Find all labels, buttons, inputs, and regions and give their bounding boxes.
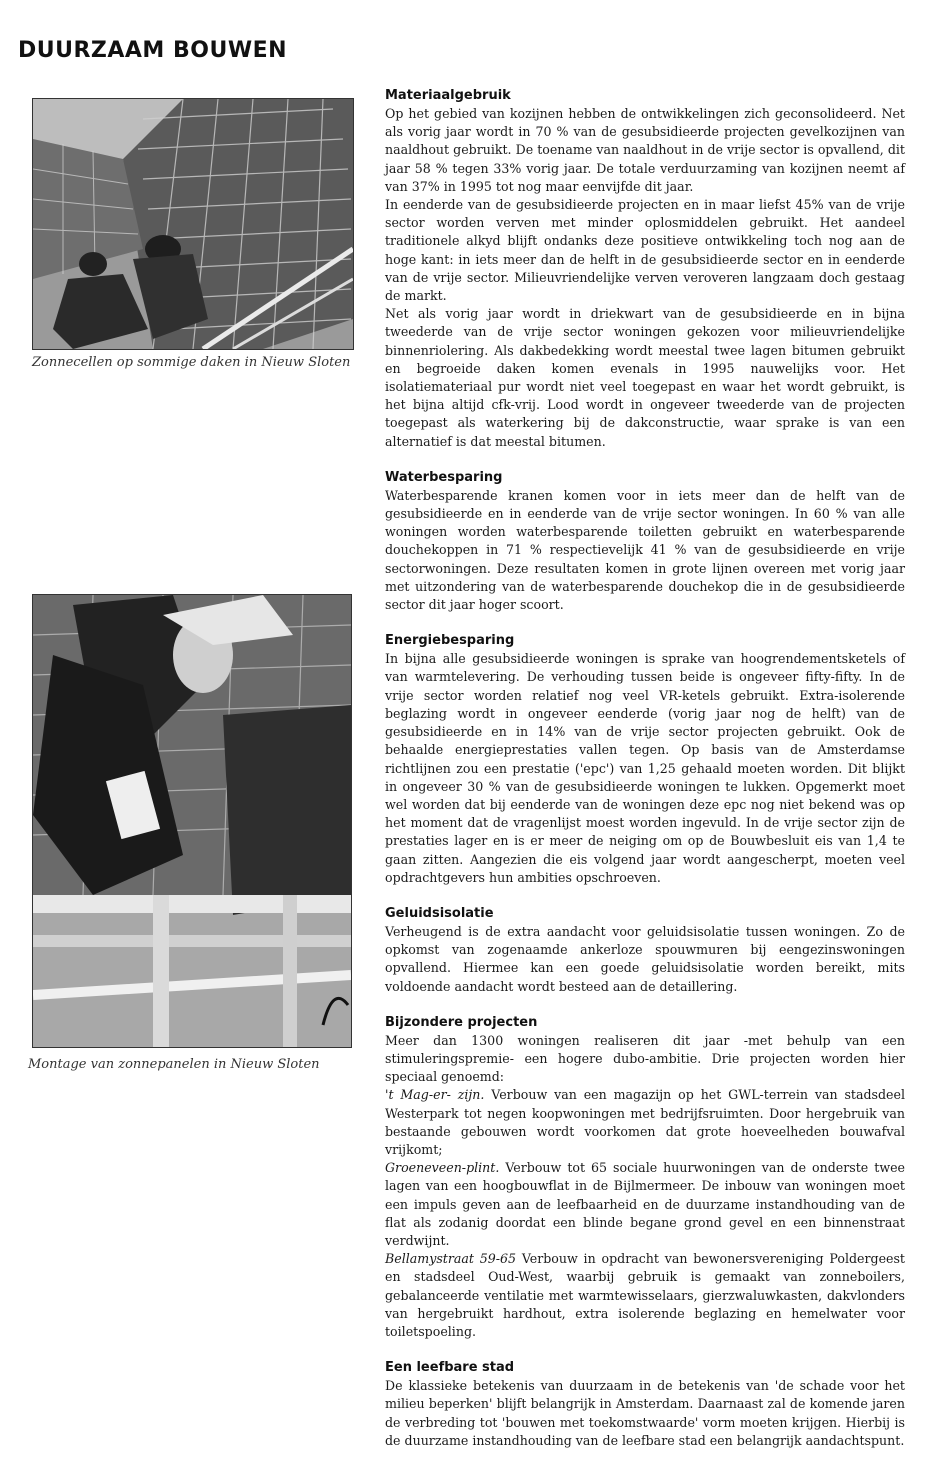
paragraph: Op het gebied van kozijnen hebben de ontwikkelingen zich geconsolideerd. Net als vorig jaar wordt in 70 % van de gesubsidieerde projecten gevelkozijnen van naaldhout gebruikt. De toename van naaldhout in de vrije sector is opvallend, dit jaar 58 % tegen 33% vorig jaar. De totale verduurzaming van kozijnen neemt af van 37% in 1995 tot nog maar eenvijfde dit jaar. [385, 106, 905, 194]
section-geluidsisolatie [385, 904, 905, 996]
section-heading: Waterbesparing [385, 469, 503, 485]
solar-roof-photo [32, 98, 354, 350]
project-name: Groeneveen-plint. [385, 1160, 500, 1176]
paragraph: Net als vorig jaar wordt in driekwart van de gesubsidieerde en in bijna tweederde van de vrije sector woningen gekozen voor milieuvriendelijke binnenriolering. Als dakbedekking wordt meestal twee lagen bitumen gebruikt en begroeide daken komen evenals in 1995 nauwelijks voor. Het isolatiemateriaal pur wordt niet veel toegepast en waar het wordt gebruikt, is het bijna altijd cfk-vrij. Lood wordt in ongeveer tweederde van de projecten toegepast als waterkering bij de dakconstructie, waar sprake is van een alternatief is dat meestal bitumen. [385, 306, 905, 449]
section-heading: Energiebesparing [385, 633, 515, 649]
project-text: Verbouw van een magazijn op het GWL-terrein van stadsdeel Westerpark tot negen koopwoningen met bedrijfsruimten. Door hergebruik van bestaande gebouwen wordt voorkomen dat grote hoeveelheden bouwafval vrijkomt; [385, 1087, 905, 1157]
section-bijzondere-projecten [385, 1013, 905, 1341]
section-energiebesparing [385, 631, 905, 887]
section-heading: Geluidsisolatie [385, 905, 494, 921]
photo-caption-2: Montage van zonnepanelen in Nieuw Sloten [28, 1057, 320, 1072]
project-name: Bellamystraat 59-65 [385, 1251, 517, 1267]
section-heading: Bijzondere projecten [385, 1014, 538, 1030]
project-item [385, 1086, 905, 1159]
paragraph: Verheugend is de extra aandacht voor geluidsisolatie tussen woningen. Zo de opkomst van zogenaamde ankerloze spouwmuren bij eengezinswoningen opvallend. Hiermee kan een goede geluidsisolatie worden bereikt, mits voldoende aandacht wordt besteed aan de detaillering. [385, 923, 905, 994]
section-waterbesparing [385, 468, 905, 614]
paragraph: Meer dan 1300 woningen realiseren dit jaar -met behulp van een stimuleringspremie- een hogere dubo-ambitie. Drie projecten worden hier speciaal genoemd: [385, 1032, 905, 1085]
section-materiaalgebruik [385, 86, 905, 451]
paragraph: Waterbesparende kranen komen voor in iets meer dan de helft van de gesubsidieerde en in eenderde van de vrije sector woningen. In 60 % van alle woningen worden waterbesparende toiletten gebruikt en waterbesparende douchekoppen in 71 % respectievelijk 41 % van de gesubsidieerde en vrije sectorwoningen. Deze resultaten komen in grote lijnen overeen met vorig jaar met uitzondering van de waterbesparende douchekop die in de gesubsidieerde sector dit jaar hoger scoort. [385, 487, 905, 613]
panel-mounting-photo [32, 594, 352, 1048]
project-text: Verbouw tot 65 sociale huurwoningen van de onderste twee lagen van een hoogbouwflat in de Bijlmermeer. De inbouw van woningen moet een impuls geven aan de leefbaarheid en de duurzame instandhouding van de flat als zodanig doordat een blinde begane grond gevel en een binnenstraat verdwijnt. [385, 1160, 905, 1248]
photo-caption-1: Zonnecellen op sommige daken in Nieuw Sloten [32, 355, 351, 370]
project-text: Verbouw in opdracht van bewonersvereniging Poldergeest en stadsdeel Oud-West, waarbij gebruik is gemaakt van zonneboilers, gebalanceerde ventilatie met warmtewisselaars, gierzwaluwkasten, dakvlonders van hergebruikt hardhout, extra isolerende beglazing en hemelwater voor toiletspoeling. [385, 1251, 905, 1339]
project-name: 't Mag-er- zijn. [385, 1087, 485, 1103]
paragraph: De klassieke betekenis van duurzaam in de betekenis van 'de schade voor het milieu beperken' blijft belangrijk in Amsterdam. Daarnaast zal de komende jaren de verbreding tot 'bouwen met toekomstwaarde' vorm moeten krijgen. Hierbij is de duurzame instandhouding van de leefbare stad een belangrijk aandachtspunt. [385, 1378, 905, 1448]
section-heading: Materiaalgebruik [385, 88, 511, 103]
article-body [385, 86, 905, 1467]
section-leefbare-stad [385, 1358, 905, 1450]
paragraph: In bijna alle gesubsidieerde woningen is sprake van hoogrendementsketels of van warmtelevering. De verhouding tussen beide is ongeveer fifty-fifty. In de vrije sector worden relatief nog veel VR-ketels gebruikt. Extra-isolerende beglazing wordt in ongeveer eenderde (vorig jaar nog de helft) van de gesubsidieerde en in 14% van de vrije sector projecten gebruikt. Ook de behaalde energieprestaties vallen tegen. Op basis van de Amsterdamse richtlijnen zou een prestatie ('epc') van 1,25 gehaald moeten worden. Dit blijkt in ongeveer 30 % van de gesubsidieerde woningen te lukken. Opgemerkt moet wel worden dat bij eenderde van de woningen deze epc nog niet bekend was op het moment dat de vragenlijst moest worden ingevuld. In de vrije sector zijn de prestaties lager en is er meer de neiging om op de Bouwbesluit eis van 1,4 te gaan zitten. Aangezien die eis volgend jaar wordt aangescherpt, moeten veel opdrachtgevers hun ambities opschroeven. [385, 651, 905, 885]
page-title: DUURZAAM BOUWEN [18, 38, 288, 63]
section-heading: Een leefbare stad [385, 1360, 515, 1376]
project-item [385, 1159, 905, 1250]
project-item [385, 1250, 905, 1341]
paragraph: In eenderde van de gesubsidieerde projecten en in maar liefst 45% van de vrije sector worden verven met minder oplosmiddelen gebruikt. Het aandeel traditionele alkyd blijft ondanks deze positieve ontwikkeling toch nog aan de hoge kant: in iets meer dan de helft in de gesubsidieerde sector en in eenderde van de vrije sector. Milieuvriendelijke verven veroveren langzaam doch gestaag de markt. [385, 197, 905, 304]
